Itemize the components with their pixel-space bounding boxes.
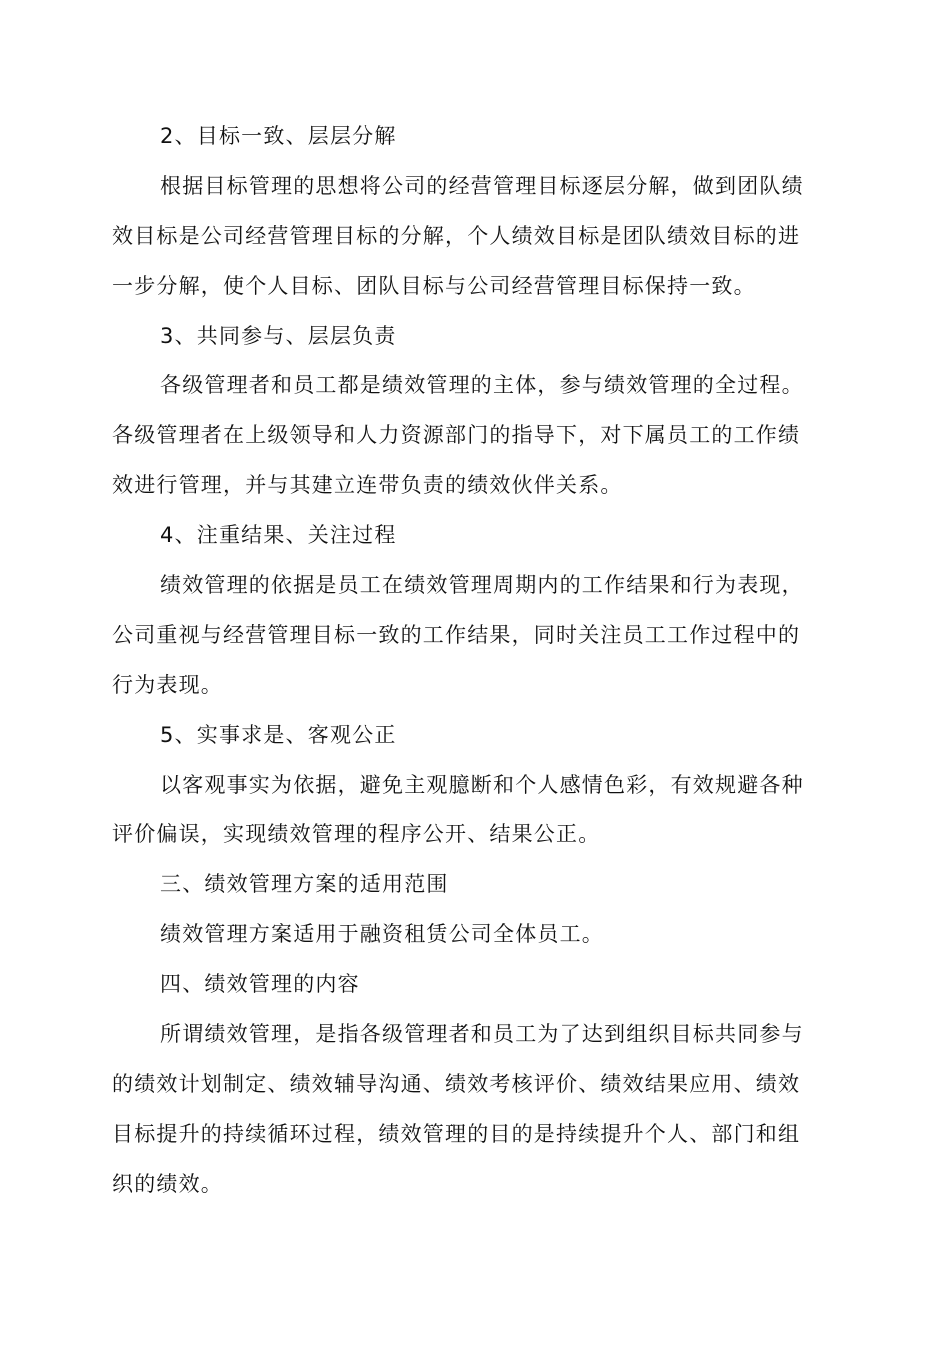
section-heading: 3、共同参与、层层负责 [160, 323, 397, 348]
paragraph-line: 评价偏误，实现绩效管理的程序公开、结果公正。 [112, 822, 601, 847]
section-heading: 5、实事求是、客观公正 [160, 722, 397, 747]
paragraph-line: 绩效管理的依据是员工在绩效管理周期内的工作结果和行为表现， [160, 573, 804, 598]
paragraph-line: 行为表现。 [112, 672, 223, 697]
document-page [0, 112, 950, 1210]
section-heading: 2、目标一致、层层分解 [160, 124, 397, 148]
paragraph-line: 效进行管理，并与其建立连带负责的绩效伙伴关系。 [112, 473, 623, 498]
paragraph-line: 目标提升的持续循环过程，绩效管理的目的是持续提升个人、部门和组 [112, 1121, 801, 1146]
paragraph-line: 各级管理者在上级领导和人力资源部门的指导下，对下属员工的工作绩 [112, 423, 801, 448]
paragraph-line: 各级管理者和员工都是绩效管理的主体，参与绩效管理的全过程。 [160, 373, 804, 398]
paragraph-line: 绩效管理方案适用于融资租赁公司全体员工。 [160, 922, 604, 947]
section-heading: 四、绩效管理的内容 [160, 972, 360, 997]
paragraph-line: 织的绩效。 [112, 1171, 223, 1196]
paragraph-line: 效目标是公司经营管理目标的分解，个人绩效目标是团队绩效目标的进 [112, 223, 801, 248]
paragraph-line: 的绩效计划制定、绩效辅导沟通、绩效考核评价、绩效结果应用、绩效 [112, 1071, 801, 1096]
paragraph-line: 以客观事实为依据，避免主观臆断和个人感情色彩，有效规避各种 [160, 772, 804, 797]
paragraph-line: 根据目标管理的思想将公司的经营管理目标逐层分解，做到团队绩 [160, 173, 804, 198]
section-heading: 三、绩效管理方案的适用范围 [160, 872, 449, 897]
paragraph-line: 一步分解，使个人目标、团队目标与公司经营管理目标保持一致。 [112, 273, 756, 298]
section-heading: 4、注重结果、关注过程 [160, 523, 397, 548]
paragraph-line: 公司重视与经营管理目标一致的工作结果，同时关注员工工作过程中的 [112, 622, 801, 647]
paragraph-line: 所谓绩效管理，是指各级管理者和员工为了达到组织目标共同参与 [160, 1022, 804, 1047]
